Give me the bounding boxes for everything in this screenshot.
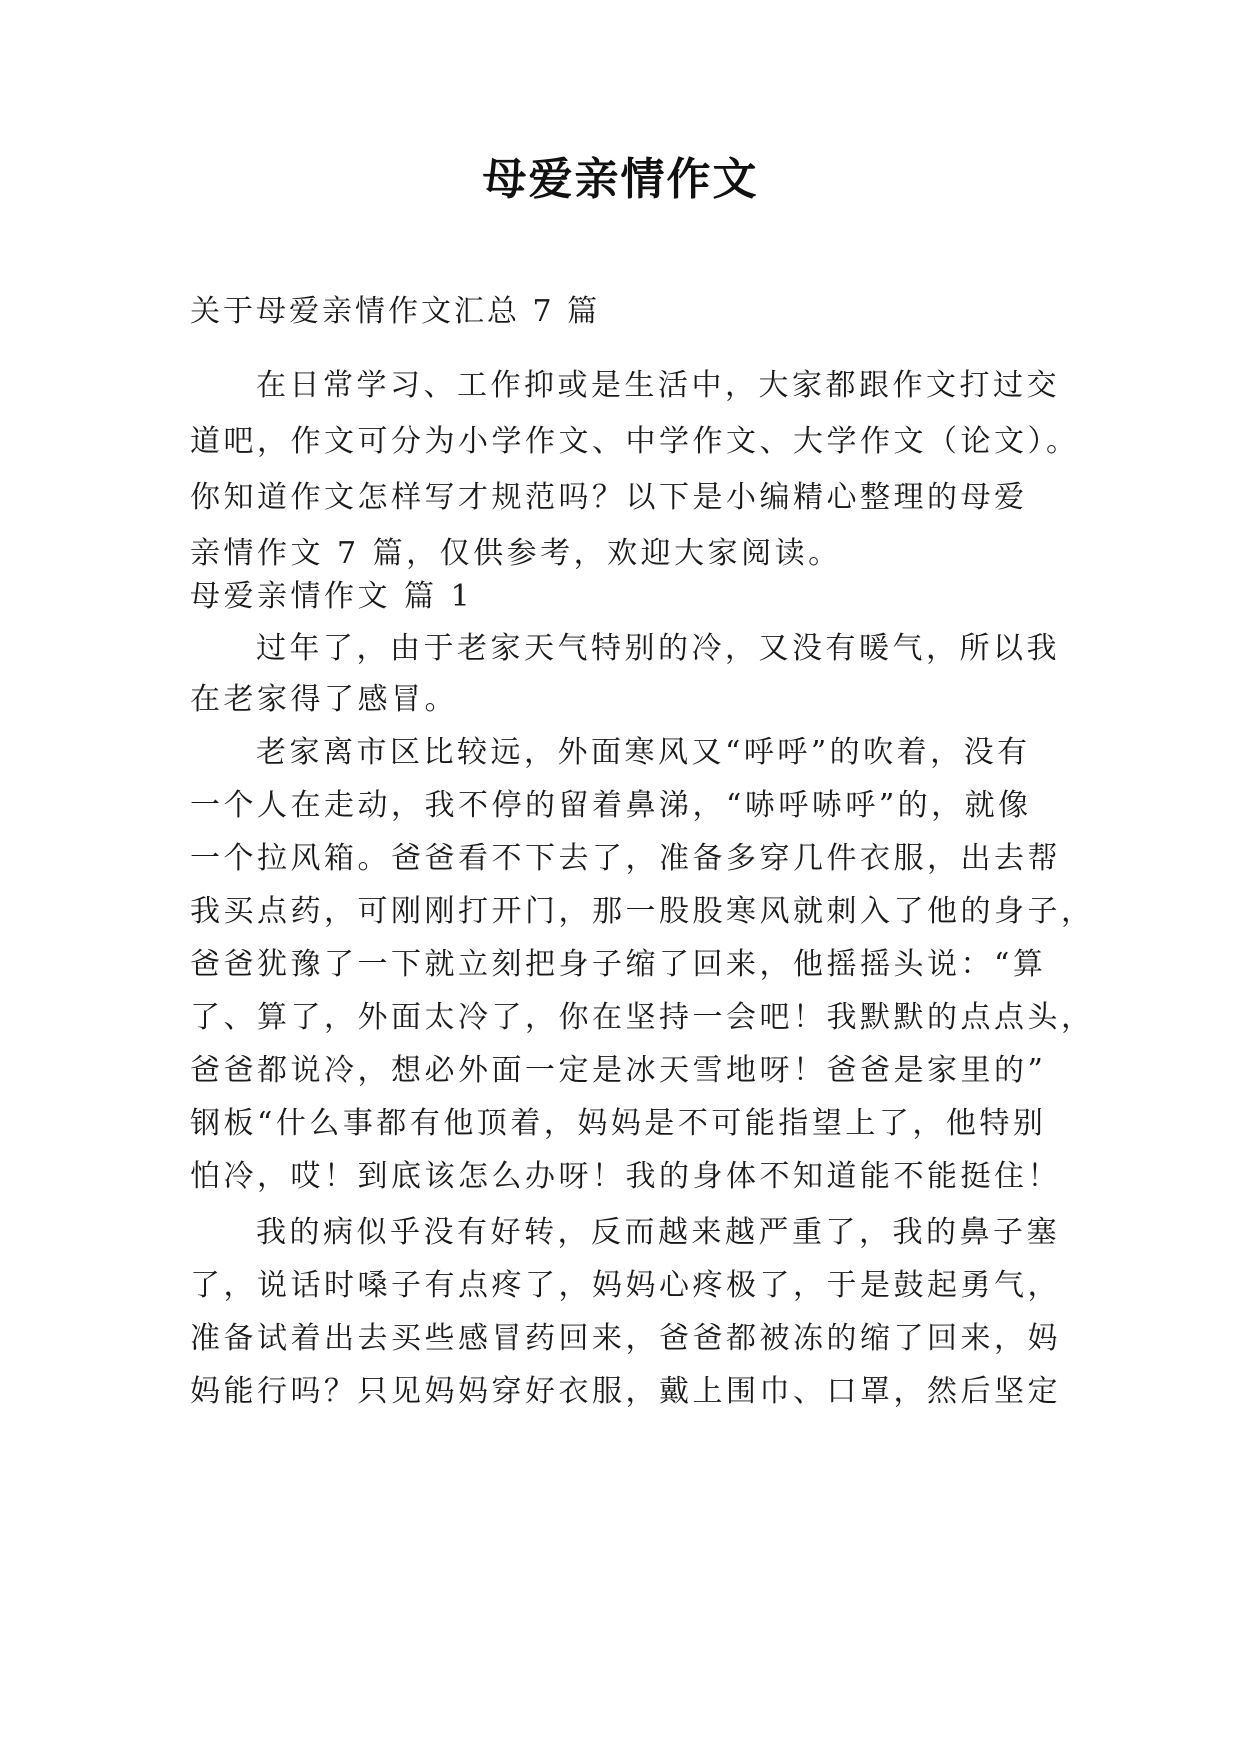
paragraph-line: 爸爸都说冷，想必外面一定是冰天雪地呀！爸爸是家里的” xyxy=(190,1053,1047,1088)
paragraph-line: 了，说话时嗓子有点疼了，妈妈心疼极了，于是鼓起勇气， xyxy=(190,1268,1061,1303)
document-subtitle: 关于母爱亲情作文汇总 7 篇 xyxy=(190,294,601,329)
section-heading: 母爱亲情作文 篇 1 xyxy=(190,579,474,614)
paragraph-line: 爸爸犹豫了一下就立刻把身子缩了回来，他摇摇头说：“算 xyxy=(190,947,1047,982)
paragraph-line: 钢板“什么事都有他顶着，妈妈是不可能指望上了，他特别 xyxy=(190,1106,1047,1141)
paragraph-line: 一个拉风箱。爸爸看不下去了，准备多穿几件衣服，出去帮 xyxy=(190,841,1061,876)
paragraph-line: 老家离市区比较远，外面寒风又“呼呼”的吹着，没有 xyxy=(256,735,1031,770)
paragraph-line: 了、算了，外面太冷了，你在坚持一会吧！我默默的点点头， xyxy=(190,1000,1095,1035)
document-title: 母爱亲情作文 xyxy=(482,154,759,205)
paragraph-line: 在老家得了感冒。 xyxy=(190,682,458,717)
paragraph-line: 准备试着出去买些感冒药回来，爸爸都被冻的缩了回来，妈 xyxy=(190,1321,1061,1356)
intro-line: 你知道作文怎样写才规范吗？以下是小编精心整理的母爱 xyxy=(190,480,1028,515)
intro-line: 道吧，作文可分为小学作文、中学作文、大学作文（论文）。 xyxy=(190,424,1080,459)
intro-line: 亲情作文 7 篇，仅供参考，欢迎大家阅读。 xyxy=(190,536,842,571)
intro-line: 在日常学习、工作抑或是生活中，大家都跟作文打过交 xyxy=(256,368,1060,403)
paragraph-line: 我买点药，可刚刚打开门，那一股股寒风就刺入了他的身子， xyxy=(190,894,1095,929)
paragraph-line: 妈能行吗？只见妈妈穿好衣服，戴上围巾、口罩，然后坚定 xyxy=(190,1374,1061,1409)
paragraph-line: 过年了，由于老家天气特别的冷，又没有暖气，所以我 xyxy=(256,631,1060,666)
paragraph-line: 我的病似乎没有好转，反而越来越严重了，我的鼻子塞 xyxy=(256,1215,1060,1250)
paragraph-line: 怕冷，哎！到底该怎么办呀！我的身体不知道能不能挺住！ xyxy=(190,1159,1061,1194)
paragraph-line: 一个人在走动，我不停的留着鼻涕，“哧呼哧呼”的，就像 xyxy=(190,788,1032,823)
